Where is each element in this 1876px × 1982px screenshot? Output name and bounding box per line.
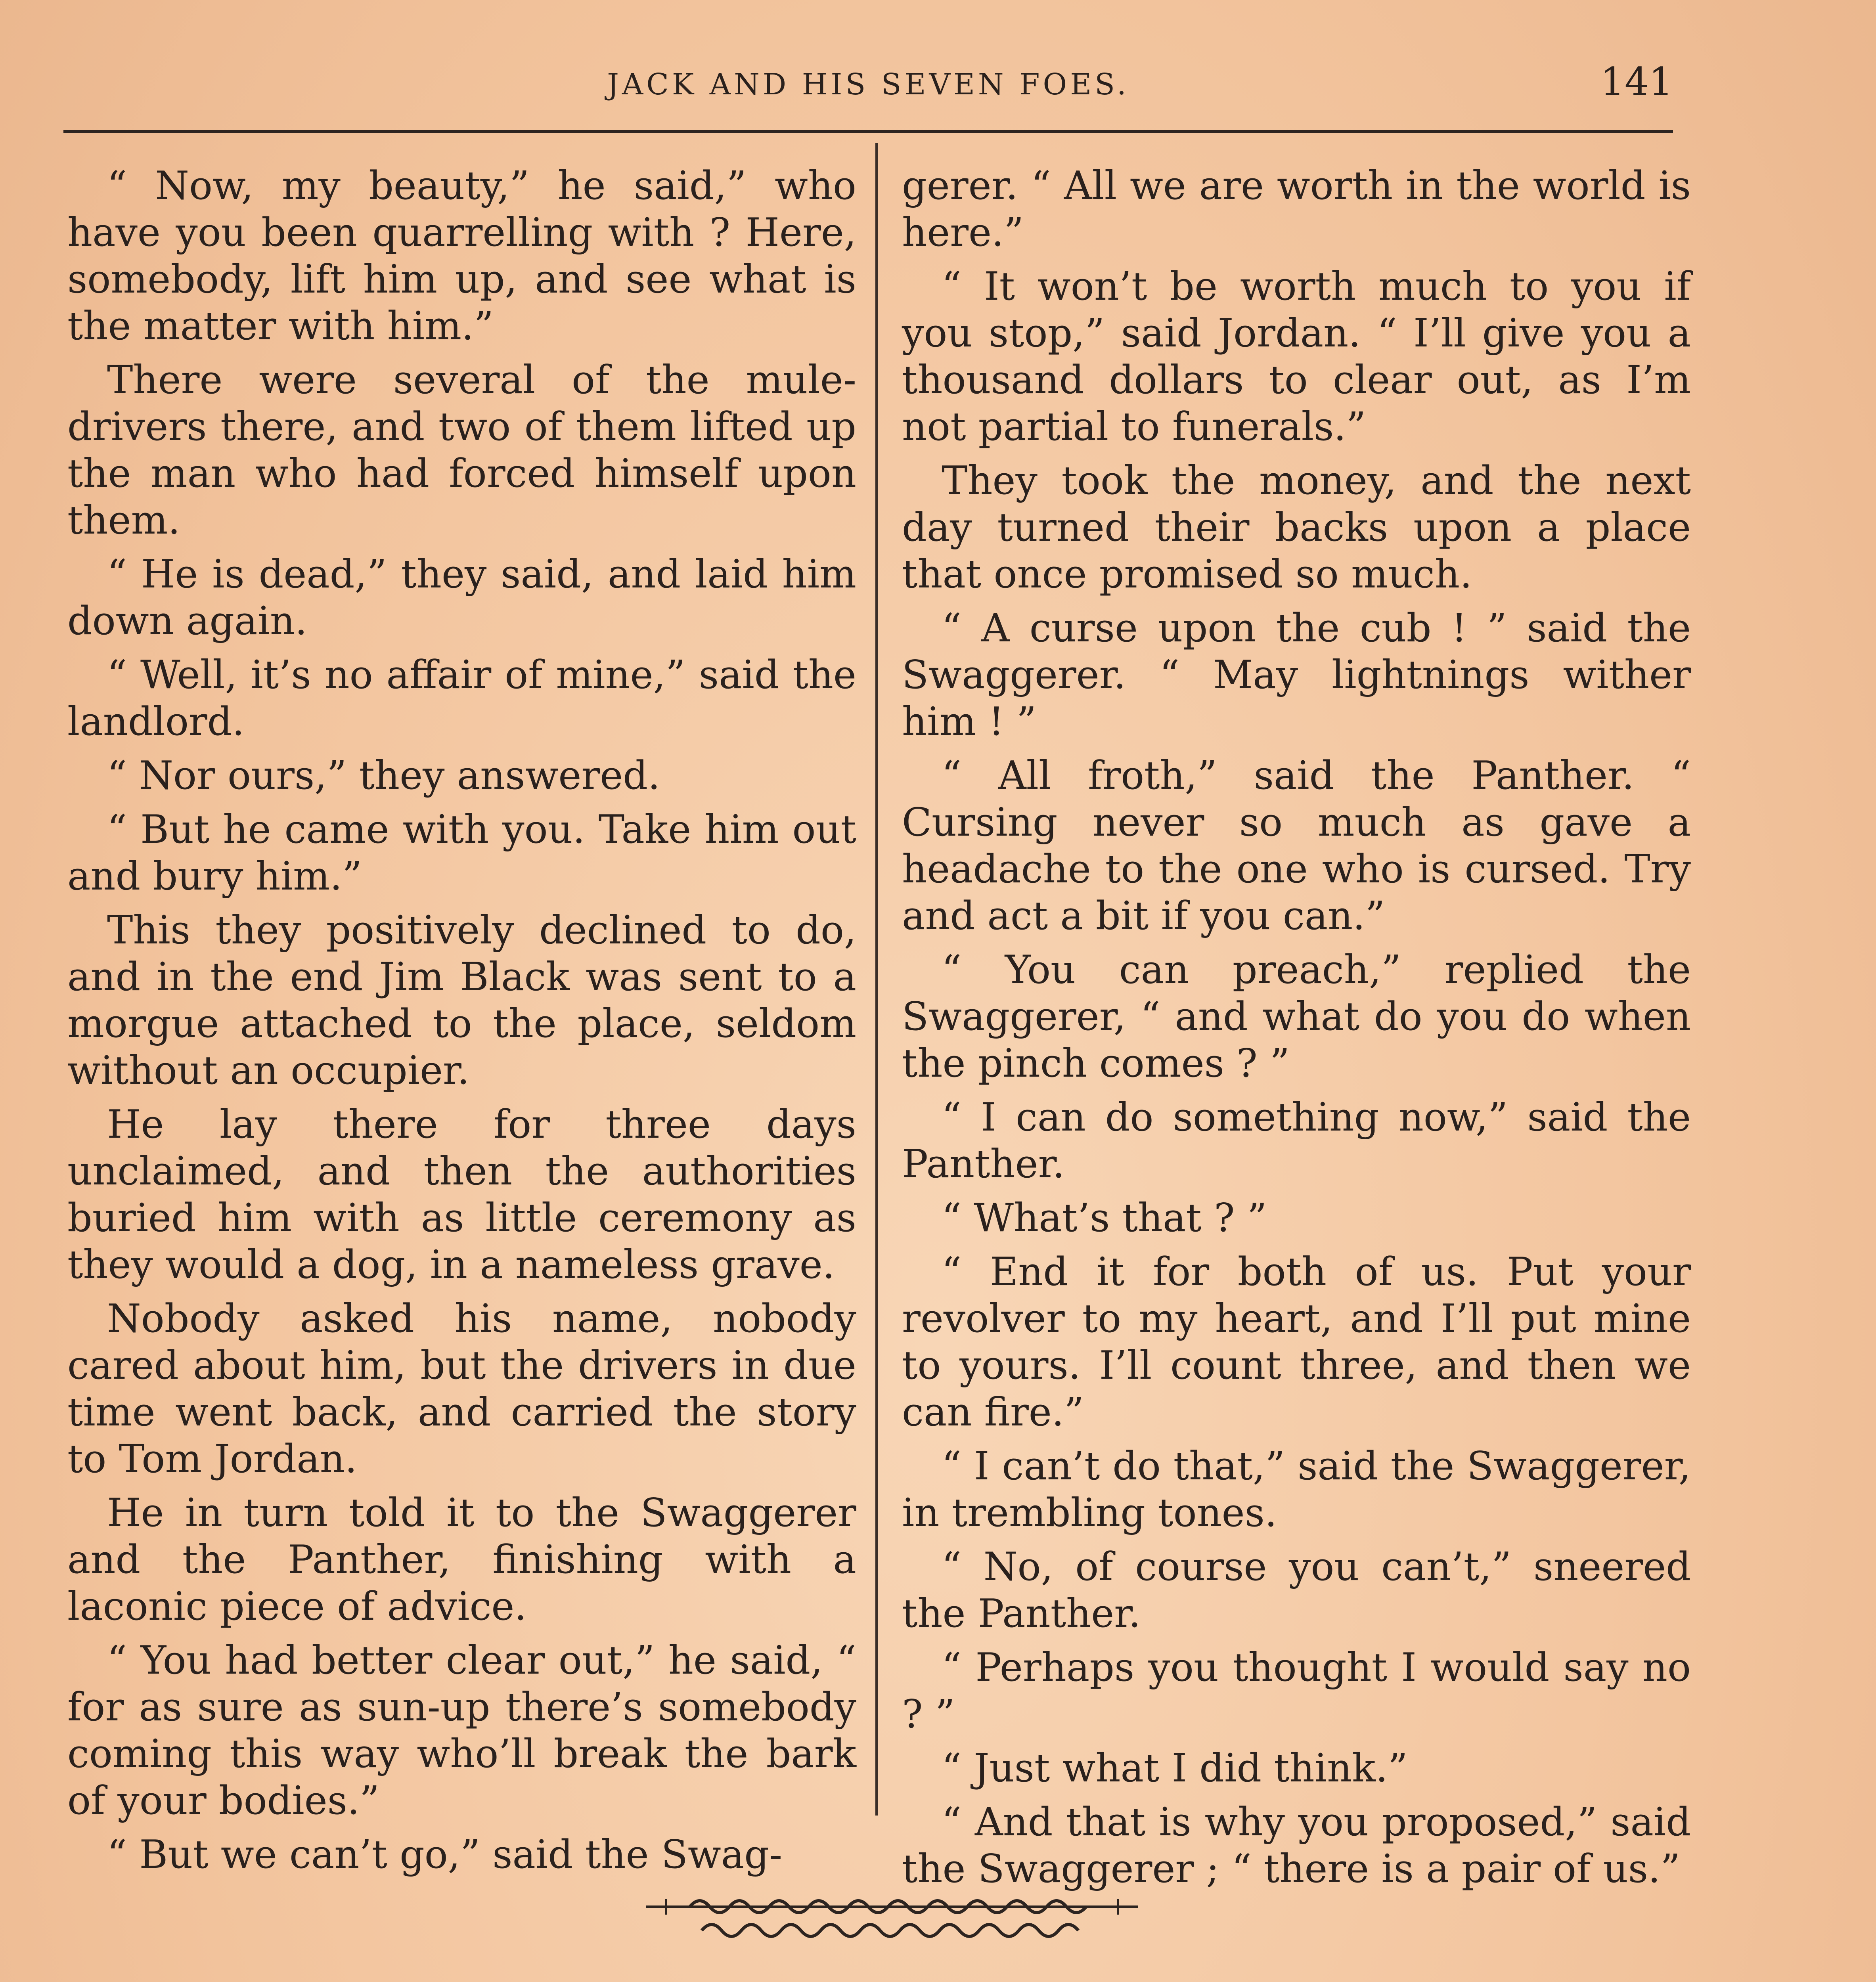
paragraph: “ It won’t be worth much to you if you stop,” said Jordan. “ I’ll give you a thousand dollars to clear out, as I’m not partial to funerals.”	[902, 264, 1691, 450]
ornamental-divider	[642, 1883, 1142, 1954]
paragraph: They took the money, and the next day turned their backs upon a place that once promised so much.	[902, 458, 1691, 597]
paragraph: “ Well, it’s no affair of mine,” said the landlord.	[67, 652, 856, 744]
page-number: 141	[1600, 59, 1673, 104]
paragraph: “ I can do something now,” said the Panther.	[902, 1095, 1691, 1187]
paragraph: “ You had better clear out,” he said, “ for as sure as sun-up there’s somebody coming this way who’ll break the bark of your bodies.”	[67, 1638, 856, 1823]
paragraph: “ You can preach,” replied the Swaggerer, “ and what do you do when the pinch comes ? ”	[902, 947, 1691, 1086]
running-title: JACK AND HIS SEVEN FOES.	[607, 67, 1129, 101]
paragraph: There were several of the mule-drivers there, and two of them lifted up the man who had forced himself upon them.	[67, 358, 856, 543]
paragraph: “ I can’t do that,” said the Swaggerer, in trembling tones.	[902, 1444, 1691, 1536]
paragraph: “ All froth,” said the Panther. “ Cursing never so much as gave a headache to the one who is cursed. Try and act a bit if you can.”	[902, 753, 1691, 939]
paragraph: He lay there for three days unclaimed, and then the authorities buried him with as little ceremony as they would a dog, in a nameless grave.	[67, 1102, 856, 1288]
paragraph: “ Now, my beauty,” he said,” who have you been quarrelling with ? Here, somebody, lift him up, and see what is the matter with him.”	[67, 163, 856, 349]
paragraph: Nobody asked his name, nobody cared about him, but the drivers in due time went back, and carried the story to Tom Jordan.	[67, 1296, 856, 1482]
column-divider-top	[875, 143, 878, 1816]
paragraph: “ He is dead,” they said, and laid him down again.	[67, 552, 856, 644]
paragraph: “ A curse upon the cub ! ” said the Swaggerer. “ May lightnings wither him ! ”	[902, 606, 1691, 744]
column-top-right	[902, 163, 1691, 1900]
paragraph: “ Perhaps you thought I would say no ? ”	[902, 1645, 1691, 1737]
header-rule	[63, 130, 1673, 133]
paragraph: “ Nor ours,” they answered.	[107, 753, 660, 798]
paragraph: He in turn told it to the Swaggerer and the Panther, finishing with a laconic piece of advice.	[67, 1490, 856, 1629]
paragraph: “ And that is why you proposed,” said the Swaggerer ; “ there is a pair of us.”	[902, 1800, 1691, 1892]
paragraph: “ No, of course you can’t,” sneered the Panther.	[902, 1544, 1691, 1636]
paragraph: This they positively declined to do, and in the end Jim Black was sent to a morgue attached to the place, seldom without an occupier.	[67, 908, 856, 1093]
paragraph: “ But he came with you. Take him out and bury him.”	[67, 807, 856, 899]
page-header	[63, 59, 1673, 119]
column-top-left	[67, 163, 856, 1885]
paragraph: “ End it for both of us. Put your revolver to my heart, and I’ll put mine to yours. I’ll count three, and then we can fire.”	[902, 1249, 1691, 1435]
paragraph: “ But we can’t go,” said the Swag-	[107, 1832, 783, 1877]
paragraph: “ Just what I did think.”	[942, 1746, 1408, 1791]
paragraph-continued: gerer. “ All we are worth in the world is here.”	[902, 163, 1691, 255]
paragraph: “ What’s that ? ”	[942, 1196, 1267, 1241]
